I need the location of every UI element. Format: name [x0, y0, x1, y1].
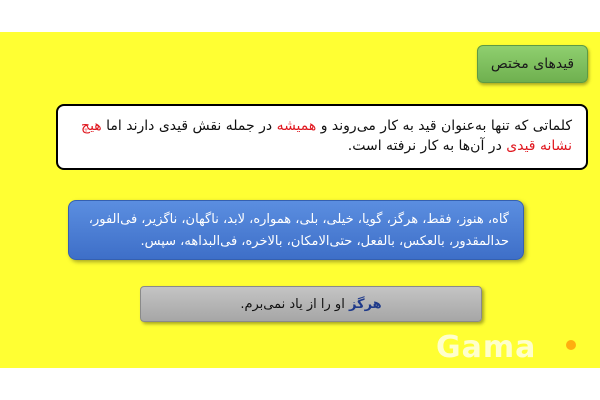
definition-text-1: کلماتی که تنها به‌عنوان قید به کار می‌روند و	[316, 118, 572, 134]
watermark-logo: Gama	[436, 330, 537, 365]
definition-highlight-always: همیشه	[276, 118, 317, 134]
example-sentence-text	[240, 297, 381, 312]
slide-title-text: قیدهای مختص	[490, 56, 575, 72]
example-sentence-rest: او را از یاد نمی‌برم.	[240, 296, 349, 312]
example-sentence-box	[140, 286, 482, 322]
definition-text-2: در جمله نقش قیدی دارند اما	[101, 118, 277, 134]
definition-highlight-no-sign: هیچ نشانه قیدی	[81, 118, 572, 154]
slide-title	[477, 45, 588, 83]
watermark-dot-icon	[566, 340, 576, 350]
definition-text-3: در آن‌ها به کار نرفته است.	[347, 138, 507, 154]
examples-box	[68, 200, 524, 260]
definition-box	[56, 104, 588, 170]
examples-text: گاه، هنوز، فقط، هرگز، گویا، خیلی، بلی، همواره، لابد، ناگهان، ناگزیر، فی‌الفور، حدالمقدور، بالعکس، بالفعل، حتی‌الامکان، بالاخره، فی‌البداهه، سپس.	[88, 212, 509, 249]
example-sentence-highlight: هرگز	[348, 296, 382, 312]
